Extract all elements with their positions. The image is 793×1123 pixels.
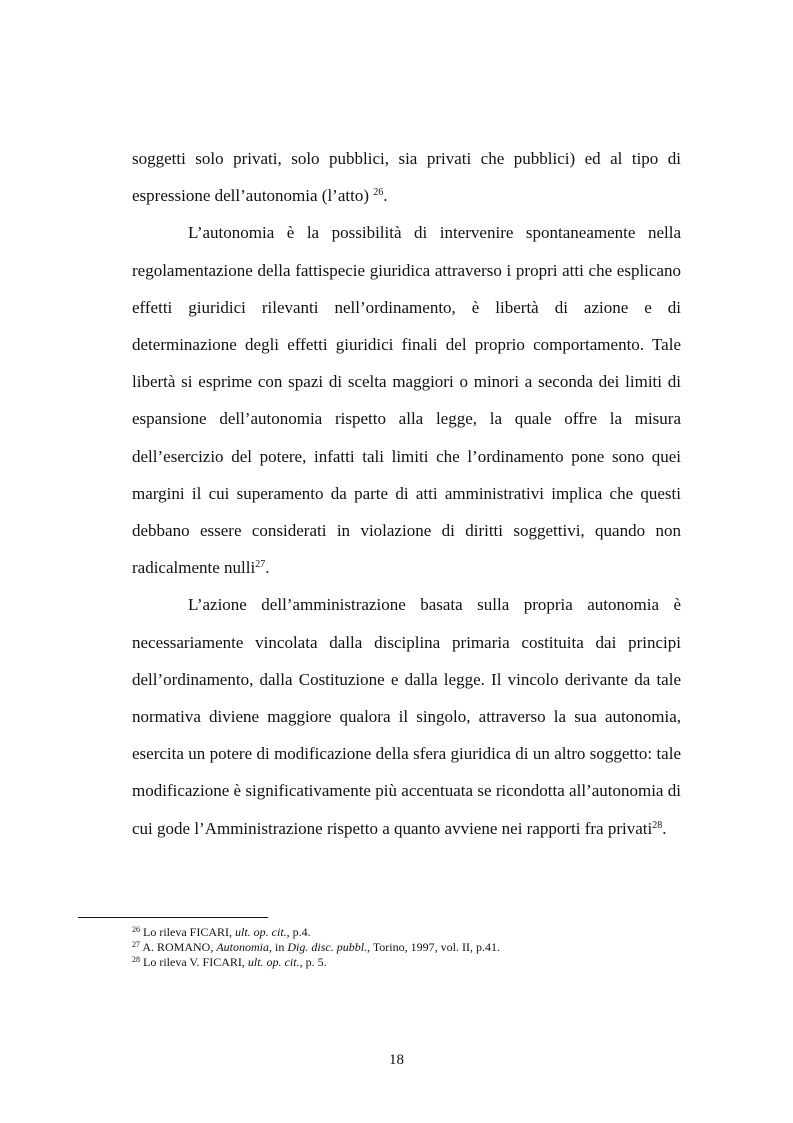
footnote-text: A. ROMANO, — [140, 940, 217, 954]
paragraph-2 — [132, 214, 681, 586]
paragraph-3 — [132, 586, 681, 846]
footnote-text: , in — [269, 940, 288, 954]
footnote-separator — [78, 917, 268, 918]
footnote-text: Lo rileva V. FICARI, — [140, 955, 248, 969]
page-number: 18 — [389, 1052, 404, 1068]
footnote-citation: ult. op. cit. — [235, 925, 287, 939]
footnote-26 — [132, 925, 692, 940]
body-text — [132, 140, 681, 847]
paragraph-1-text: soggetti solo privati, solo pubblici, sia privati che pubblici) ed al tipo di espressione dell’autonomia (l’atto) — [132, 149, 681, 206]
footnote-number: 27 — [132, 940, 140, 949]
footnote-28 — [132, 955, 692, 970]
paragraph-3-tail: . — [662, 818, 667, 838]
paragraph-3-text: L’azione dell’amministrazione basata sulla propria autonomia è necessariamente vincolata dalla disciplina primaria costituita dai principi dell’ordinamento, dalla Costituzione e dalla legge. Il vincolo derivante da tale normativa diviene maggiore qualora il singolo, attraverso la sua autonomia, esercita un potere di modificazione della sfera giuridica di un altro soggetto: tale modificazione è significativamente più accentuata se ricondotta all’autonomia di cui gode l’Amministrazione rispetto a quanto avviene nei rapporti fra privati — [132, 595, 681, 838]
footnote-number: 28 — [132, 955, 140, 964]
footnote-ref-27: 27 — [255, 559, 266, 571]
footnote-text: , p.4. — [286, 925, 311, 939]
footnote-text: Lo rileva FICARI, — [140, 925, 235, 939]
footnote-citation: ult. op. cit. — [247, 955, 300, 969]
footnote-27 — [132, 940, 692, 955]
footnote-ref-28: 28 — [652, 819, 663, 831]
paragraph-2-tail: . — [265, 558, 270, 578]
footnote-text: , p. 5. — [299, 955, 327, 969]
footnote-number: 26 — [132, 925, 140, 934]
footnote-citation: Autonomia — [216, 940, 270, 954]
paragraph-2-text: L’autonomia è la possibilità di intervenire spontaneamente nella regolamentazione della fattispecie giuridica attraverso i propri atti che esplicano effetti giuridici rilevanti nell’ordinamento, è libertà di azione e di determinazione degli effetti giuridici finali del proprio comportamento. Tale libertà si esprime con spazi di scelta maggiori o minori a seconda dei limiti di espansione dell’autonomia rispetto alla legge, la quale offre la misura dell’esercizio del potere, infatti tali limiti che l’ordinamento pone sono quei margini il cui superamento da parte di atti amministrativi implica che questi debbano essere considerati in violazione di diritti soggettivi, quando non radicalmente nulli — [132, 223, 681, 578]
footnote-citation: Dig. disc. pubbl. — [287, 940, 368, 954]
footnote-ref-26: 26 — [373, 187, 384, 199]
footnote-text: , Torino, 1997, vol. II, p.41. — [367, 940, 500, 954]
paragraph-1-tail: . — [383, 186, 388, 206]
paragraph-1 — [132, 140, 681, 214]
footnotes — [132, 925, 692, 970]
